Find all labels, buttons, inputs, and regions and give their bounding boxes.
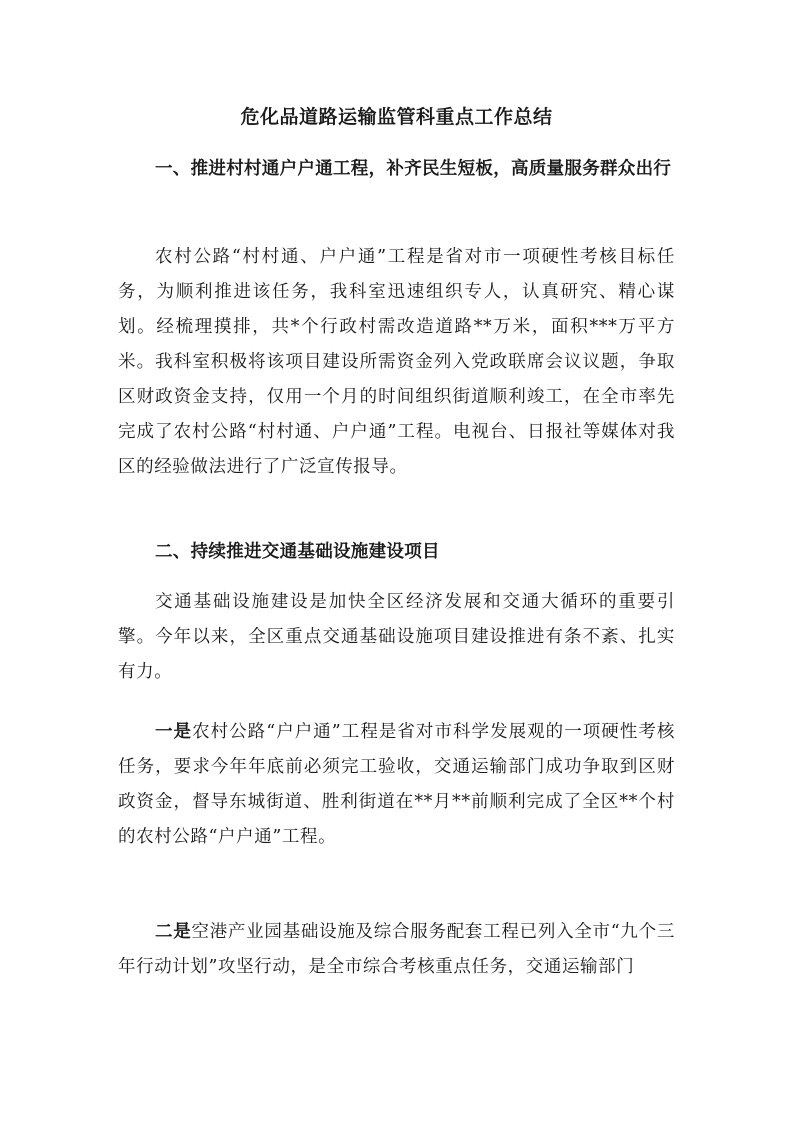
- section-1-heading: 一、推进村村通户户通工程，补齐民生短板，高质量服务群众出行: [155, 159, 672, 179]
- section-2-item-2: [118, 915, 675, 985]
- section-2-intro-paragraph: 交通基础设施建设是加快全区经济发展和交通大循环的重要引擎。今年以来，全区重点交通基础设施项目建设推进有条不紊、扎实有力。: [118, 592, 675, 682]
- item-1-lead: 一是: [155, 722, 193, 742]
- section-2-heading: 二、持续推进交通基础设施建设项目: [155, 542, 440, 562]
- document-title: 危化品道路运输监管科重点工作总结: [240, 106, 553, 128]
- item-2-text: 空港产业园基础设施及综合服务配套工程已列入全市“九个三年行动计划”攻坚行动，是全市综合考核重点任务，交通运输部门: [118, 922, 675, 977]
- item-1-text: 农村公路“户户通”工程是省对市科学发展观的一项硬性考核任务，要求今年年底前必须完工验收，交通运输部门成功争取到区财政资金，督导东城街道、胜利街道在**月**前顺利完成了全区**个村的农村公路“户户通”工程。: [118, 722, 676, 847]
- section-2-item-1: [118, 715, 675, 855]
- section-1-paragraph: 农村公路“村村通、户户通”工程是省对市一项硬性考核目标任务，为顺利推进该任务，我科室迅速组织专人，认真研究、精心谋划。经梳理摸排，共*个行政村需改造道路**万米，面积***万平方米。我科室积极将该项目建设所需资金列入党政联席会议议题，争取区财政资金支持，仅用一个月的时间组织街道顺利竣工，在全市率先完成了农村公路“村村通、户户通”工程。电视台、日报社等媒体对我区的经验做法进行了广泛宣传报导。: [118, 247, 675, 477]
- item-2-lead: 二是: [155, 922, 192, 942]
